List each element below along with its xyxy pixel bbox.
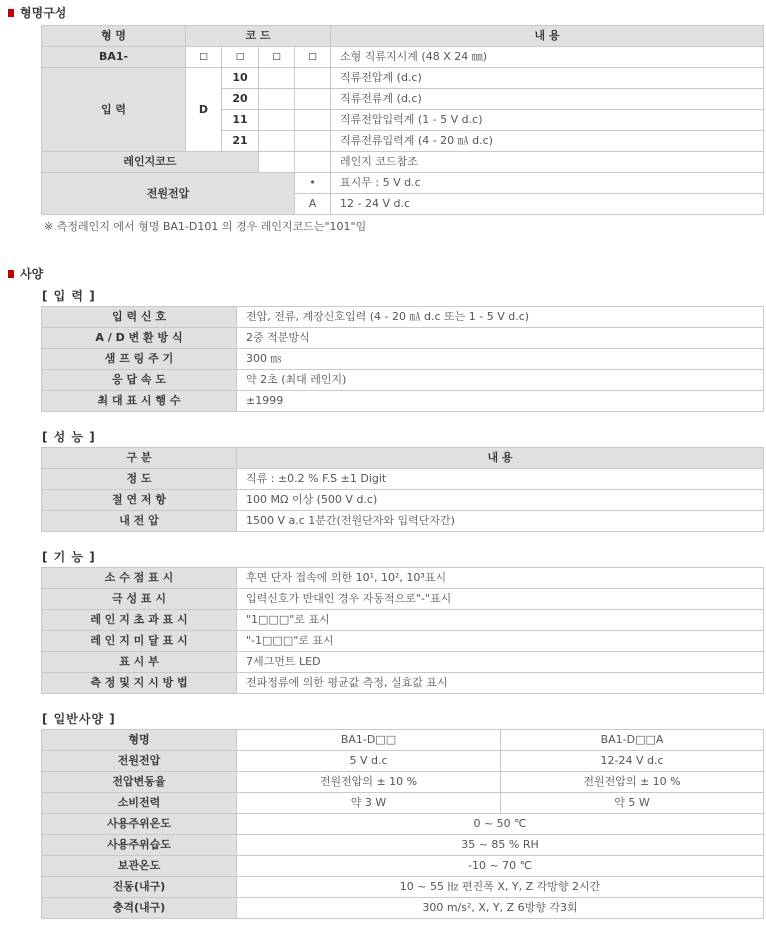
section-title-spec: [8, 265, 43, 282]
spec-value: 300 m/s², X, Y, Z 6방향 각3회: [237, 898, 764, 919]
function-table: [41, 567, 764, 694]
spec-value: 입력신호가 반대인 경우 자동적으로"-"표시: [237, 589, 764, 610]
spec-label: 전압변동율: [42, 772, 237, 793]
spec-value: "1□□□"로 표시: [237, 610, 764, 631]
spec-label: 정 도: [42, 469, 237, 490]
table-row: [42, 877, 764, 898]
spec-value: 12-24 V d.c: [501, 751, 764, 772]
subsection-input-title: [ 입 력 ]: [42, 289, 96, 303]
spec-label: 최 대 표 시 행 수: [42, 391, 237, 412]
table-row: [42, 568, 764, 589]
subsection-general-title: [ 일반사양 ]: [42, 712, 116, 726]
spec-value: -10 ~ 70 ℃: [237, 856, 764, 877]
spec-value: 전파정류에 의한 평균값 측정, 실효값 표시: [237, 673, 764, 694]
header-model: 형 명: [42, 26, 186, 47]
empty-cell: [295, 68, 331, 89]
model-table: [41, 25, 764, 215]
power-code: •: [295, 173, 331, 194]
code-box: □: [259, 47, 295, 68]
table-row: [42, 328, 764, 349]
table-row: [42, 856, 764, 877]
code-box: □: [222, 47, 259, 68]
table-row: [42, 391, 764, 412]
spec-value: 300 ㎳: [237, 349, 764, 370]
input-d-code: D: [186, 68, 222, 152]
spec-value: "-1□□□"로 표시: [237, 631, 764, 652]
table-row: [42, 490, 764, 511]
header-category: 구 분: [42, 448, 237, 469]
input-code: 20: [222, 89, 259, 110]
empty-cell: [259, 89, 295, 110]
section-title-text: 사양: [20, 267, 44, 281]
input-spec-table: [41, 306, 764, 412]
spec-label: 입 력 신 호: [42, 307, 237, 328]
table-row: [42, 511, 764, 532]
header-model: 형명: [42, 730, 237, 751]
code-box: □: [186, 47, 222, 68]
table-row: [42, 898, 764, 919]
spec-value: 약 2초 (최대 레인지): [237, 370, 764, 391]
table-row: [42, 307, 764, 328]
input-label: 입 력: [42, 68, 186, 152]
spec-value: ±1999: [237, 391, 764, 412]
spec-label: 사용주위습도: [42, 835, 237, 856]
subsection-performance-title: [ 성 능 ]: [42, 430, 96, 444]
header-content: 내 용: [237, 448, 764, 469]
spec-label: 측 정 및 지 시 방 법: [42, 673, 237, 694]
empty-cell: [259, 110, 295, 131]
spec-value: 7세그먼트 LED: [237, 652, 764, 673]
section-title-text: 형명구성: [20, 6, 67, 20]
spec-value: 35 ~ 85 % RH: [237, 835, 764, 856]
section-bullet-icon: [8, 9, 14, 17]
spec-value: 5 V d.c: [237, 751, 501, 772]
table-row: [42, 730, 764, 751]
spec-label: 표 시 부: [42, 652, 237, 673]
table-row: [42, 349, 764, 370]
table-row: [42, 448, 764, 469]
range-desc: 레인지 코드참조: [331, 152, 764, 173]
spec-label: 소비전력: [42, 793, 237, 814]
input-code: 11: [222, 110, 259, 131]
spec-label: 응 답 속 도: [42, 370, 237, 391]
table-row: [42, 610, 764, 631]
table-row: [42, 47, 764, 68]
model-name: BA1-D□□A: [501, 730, 764, 751]
spec-label: 레 인 지 미 달 표 시: [42, 631, 237, 652]
spec-value: 0 ~ 50 ℃: [237, 814, 764, 835]
empty-cell: [259, 68, 295, 89]
spec-label: 샘 프 링 주 기: [42, 349, 237, 370]
section-bullet-icon: [8, 270, 14, 278]
empty-cell: [295, 152, 331, 173]
table-row: [42, 469, 764, 490]
empty-cell: [295, 89, 331, 110]
spec-label: 극 성 표 시: [42, 589, 237, 610]
power-desc: 12 - 24 V d.c: [331, 194, 764, 215]
header-code: 코 드: [186, 26, 331, 47]
spec-label: 충격(내구): [42, 898, 237, 919]
table-row: [42, 751, 764, 772]
table-row: [42, 370, 764, 391]
power-desc: 표시무 : 5 V d.c: [331, 173, 764, 194]
section-title-model: [8, 4, 66, 21]
spec-label: 전원전압: [42, 751, 237, 772]
spec-label: 사용주위온도: [42, 814, 237, 835]
performance-table: [41, 447, 764, 532]
table-row: [42, 173, 764, 194]
spec-value: 약 5 W: [501, 793, 764, 814]
spec-value: 전원전압의 ± 10 %: [501, 772, 764, 793]
spec-label: 레 인 지 초 과 표 시: [42, 610, 237, 631]
model-name: BA1-D□□: [237, 730, 501, 751]
subsection-function-title: [ 기 능 ]: [42, 550, 96, 564]
spec-value: 직류 : ±0.2 % F.S ±1 Digit: [237, 469, 764, 490]
code-box: □: [295, 47, 331, 68]
table-row: [42, 772, 764, 793]
spec-value: 10 ~ 55 ㎐ 편진폭 X, Y, Z 각방향 2시간: [237, 877, 764, 898]
spec-label: 내 전 압: [42, 511, 237, 532]
spec-value: 전원전압의 ± 10 %: [237, 772, 501, 793]
table-row: [42, 26, 764, 47]
model-desc: 소형 직류지시계 (48 X 24 ㎜): [331, 47, 764, 68]
header-content: 내 용: [331, 26, 764, 47]
input-desc: 직류전류계 (d.c): [331, 89, 764, 110]
general-spec-table: [41, 729, 764, 919]
table-row: [42, 673, 764, 694]
table-row: [42, 152, 764, 173]
input-code: 10: [222, 68, 259, 89]
spec-value: 후면 단자 접속에 의한 10¹, 10², 10³표시: [237, 568, 764, 589]
spec-label: 절 연 저 항: [42, 490, 237, 511]
input-desc: 직류전류입력계 (4 - 20 ㎃ d.c): [331, 131, 764, 152]
power-code: A: [295, 194, 331, 215]
model-prefix: BA1-: [42, 47, 186, 68]
power-label: 전원전압: [42, 173, 295, 215]
table-row: [42, 589, 764, 610]
input-desc: 직류전압계 (d.c): [331, 68, 764, 89]
input-desc: 직류전압입력계 (1 - 5 V d.c): [331, 110, 764, 131]
table-row: [42, 68, 764, 89]
input-code: 21: [222, 131, 259, 152]
spec-value: 약 3 W: [237, 793, 501, 814]
empty-cell: [259, 152, 295, 173]
empty-cell: [259, 131, 295, 152]
range-label: 레인지코드: [42, 152, 259, 173]
spec-label: 보관온도: [42, 856, 237, 877]
table-row: [42, 814, 764, 835]
table-row: [42, 793, 764, 814]
empty-cell: [295, 131, 331, 152]
table-row: [42, 652, 764, 673]
spec-value: 2중 적분방식: [237, 328, 764, 349]
spec-value: 전압, 전류, 계장신호입력 (4 - 20 ㎃ d.c 또는 1 - 5 V d.c): [237, 307, 764, 328]
table-row: [42, 835, 764, 856]
range-note: ※ 측정레인지 에서 형명 BA1-D101 의 경우 레인지코드는"101"임: [44, 220, 367, 233]
spec-value: 1500 V a.c 1분간(전원단자와 입력단자간): [237, 511, 764, 532]
table-row: [42, 631, 764, 652]
spec-value: 100 MΩ 이상 (500 V d.c): [237, 490, 764, 511]
empty-cell: [295, 110, 331, 131]
spec-label: 진동(내구): [42, 877, 237, 898]
spec-label: 소 수 점 표 시: [42, 568, 237, 589]
spec-label: A / D 변 환 방 식: [42, 328, 237, 349]
